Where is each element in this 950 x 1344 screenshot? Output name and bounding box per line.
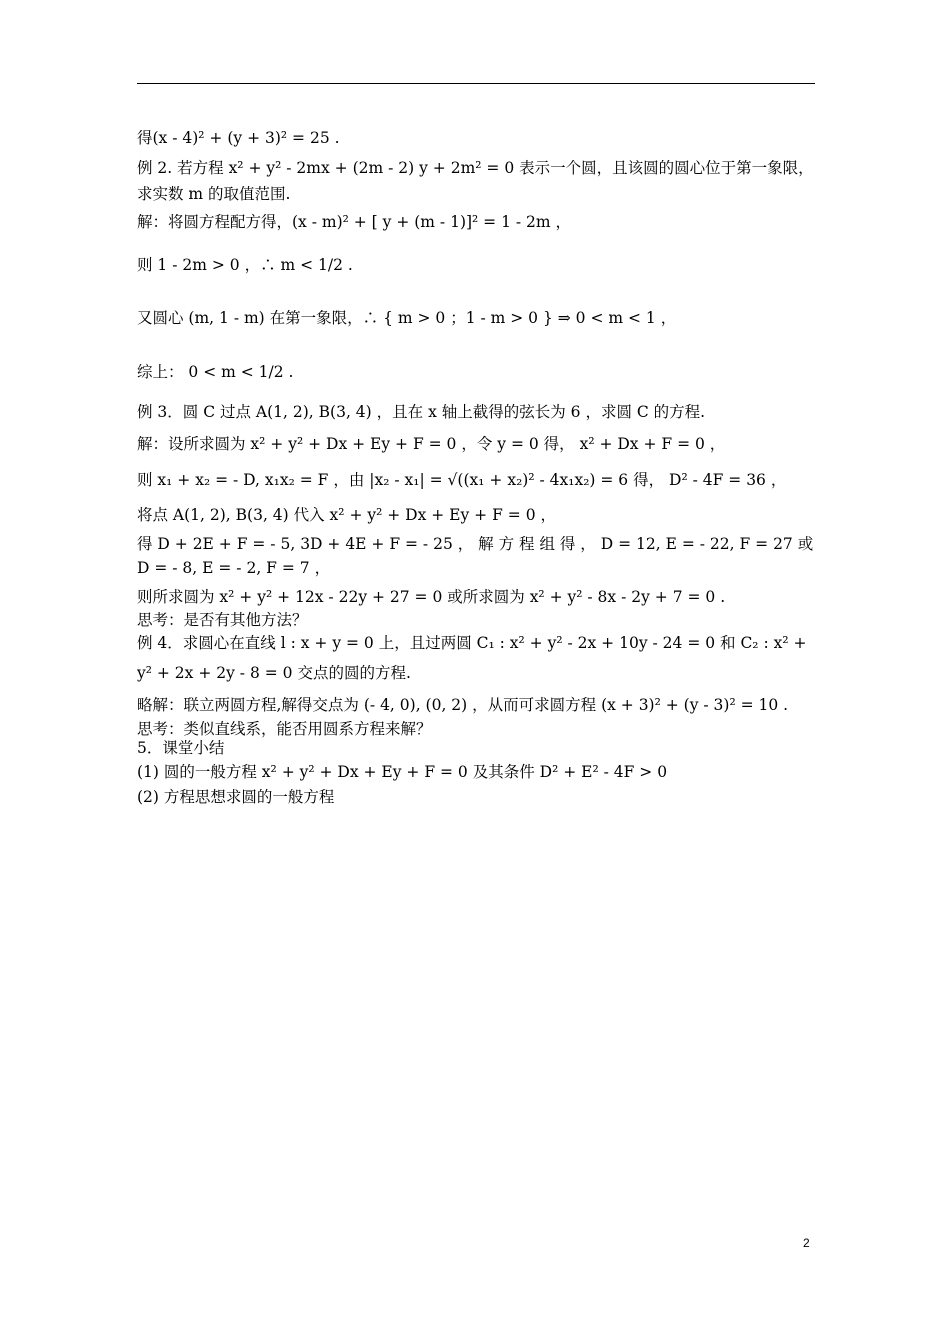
text-line: 求实数 m 的取值范围.: [137, 185, 291, 203]
text-line: D = - 8, E = - 2, F = 7 ，: [137, 559, 331, 577]
text-line: y² + 2x + 2y - 8 = 0 交点的圆的方程.: [137, 664, 411, 682]
text-line: 思考：类似直线系，能否用圆系方程来解？: [137, 720, 432, 738]
page-number: 2: [803, 1236, 810, 1250]
text-line: 则所求圆为 x² + y² + 12x - 22y + 27 = 0 或所求圆为 x² + y² - 8x - 2y + 7 = 0 .: [137, 588, 726, 606]
text-line: 得 D + 2E + F = - 5, 3D + 4E + F = - 25 ， 解 方 程 组 得 ， D = 12, E = - 22, F = 27 或: [137, 535, 814, 553]
text-line: 得(x - 4)² + (y + 3)² = 25 .: [137, 129, 340, 147]
text-line: 略解：联立两圆方程,解得交点为 (- 4, 0), (0, 2) ，从而可求圆方程 (x + 3)² + (y - 3)² = 10 .: [137, 696, 789, 714]
text-line: 思考：是否有其他方法？: [137, 611, 308, 629]
text-line: 又圆心 (m, 1 - m) 在第一象限，∴ { m > 0 ；1 - m > 0 } ⇒ 0 < m < 1 ，: [137, 309, 677, 327]
text-line: 5．课堂小结: [137, 739, 225, 757]
header-rule: [137, 83, 815, 84]
text-line: 解：将圆方程配方得，(x - m)² + [ y + (m - 1)]² = 1 - 2m ，: [137, 213, 572, 231]
text-line: 则 1 - 2m > 0 ，∴ m < 1/2 .: [137, 256, 353, 274]
text-line: 例 4．求圆心在直线 l : x + y = 0 上，且过两圆 C₁ : x² + y² - 2x + 10y - 24 = 0 和 C₂ : x² +: [137, 634, 807, 652]
text-line: 将点 A(1, 2), B(3, 4) 代入 x² + y² + Dx + Ey + F = 0 ，: [137, 506, 556, 524]
text-line: 解：设所求圆为 x² + y² + Dx + Ey + F = 0 ，令 y = 0 得， x² + Dx + F = 0 ，: [137, 435, 726, 453]
text-line: (2) 方程思想求圆的一般方程: [137, 788, 335, 806]
text-line: (1) 圆的一般方程 x² + y² + Dx + Ey + F = 0 及其条件 D² + E² - 4F > 0: [137, 763, 668, 781]
text-line: 例 2. 若方程 x² + y² - 2mx + (2m - 2) y + 2m² = 0 表示一个圆，且该圆的圆心位于第一象限，: [137, 159, 814, 177]
text-line: 综上： 0 < m < 1/2 .: [137, 363, 294, 381]
text-line: 例 3．圆 C 过点 A(1, 2), B(3, 4) ，且在 x 轴上截得的弦长为 6 ，求圆 C 的方程.: [137, 403, 706, 421]
text-line: 则 x₁ + x₂ = - D, x₁x₂ = F ，由 |x₂ - x₁| = √((x₁ + x₂)² - 4x₁x₂) = 6 得， D² - 4F = 36 ，: [137, 471, 787, 489]
